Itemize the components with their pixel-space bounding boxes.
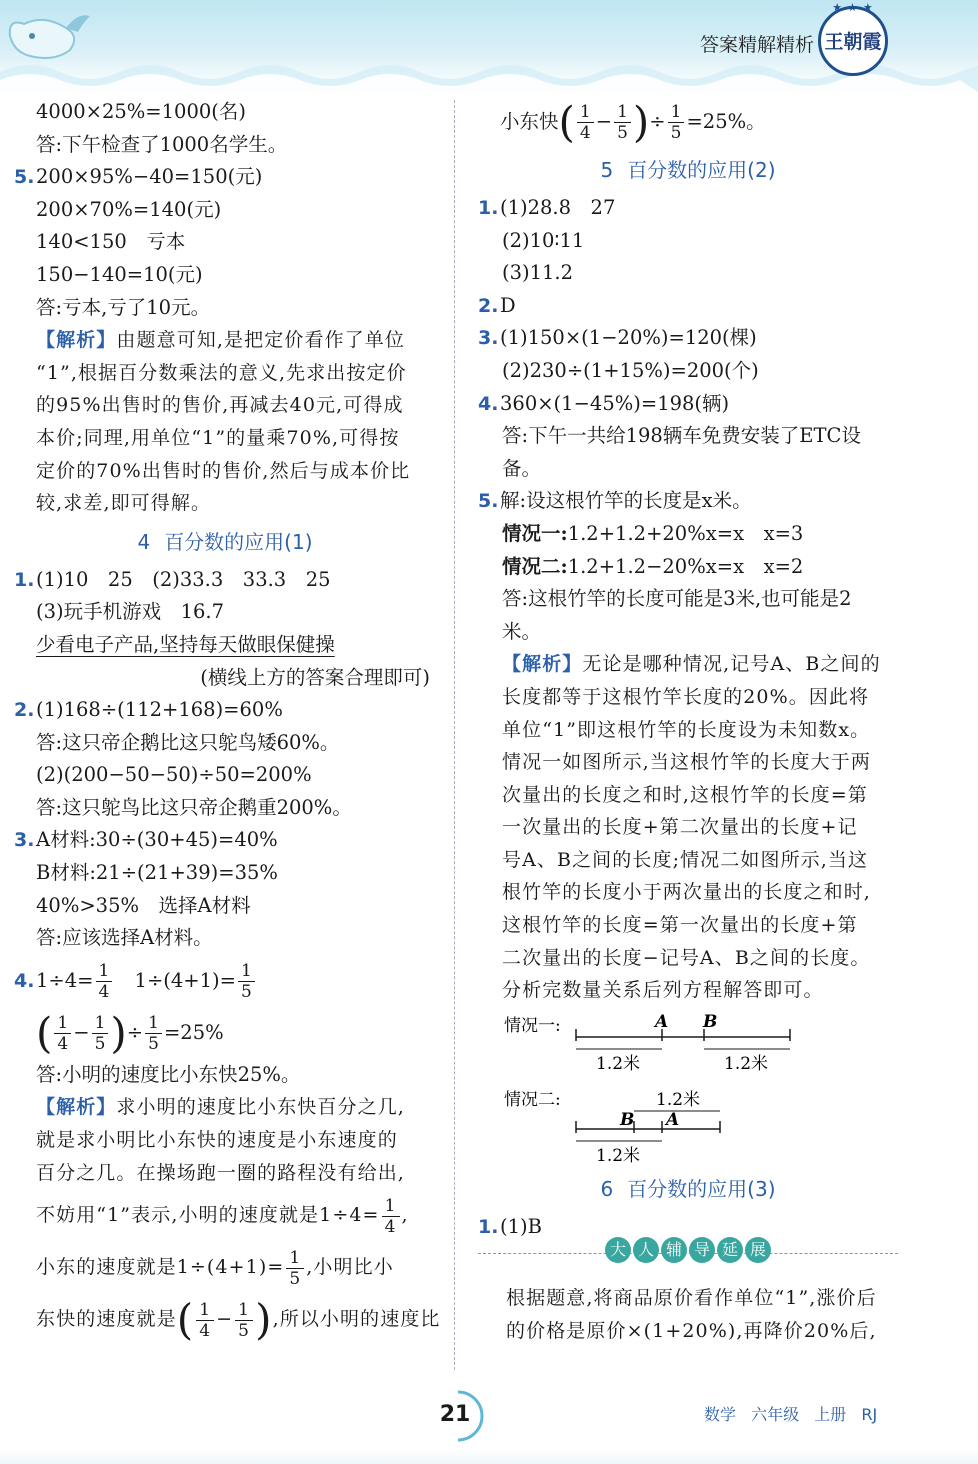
brand-logo	[818, 1, 888, 76]
question-5: 5.200×95%−40=150(元)	[14, 161, 436, 194]
edition: RJ	[861, 1405, 878, 1424]
case1-label-a: A	[655, 1011, 669, 1032]
banner-char: 人	[633, 1237, 659, 1263]
left-column	[14, 96, 441, 1345]
fraction: $\frac{1}{4}$	[96, 961, 113, 1002]
question-4: 4.1÷4= $\frac{1}{4}$ 1÷(4+1)= $\frac{1}{5}$	[14, 955, 436, 1007]
case2-len-top: 1.2米	[656, 1089, 701, 1110]
question-5: 5.解:设这根竹竿的长度是x米。	[478, 489, 752, 513]
fraction: $\frac{1}{4}$	[382, 1196, 400, 1237]
fraction: $\frac{1}{5}$	[238, 961, 255, 1002]
answer-line: (2)230÷(1+15%)=200(个)	[502, 358, 759, 382]
explanation-tag: 【解析】	[36, 329, 117, 352]
answer-line: 答:这只帝企鹅比这只鸵鸟矮60%。	[36, 730, 340, 754]
banner-char: 大	[605, 1237, 631, 1263]
fraction: $\frac{1}{4}$	[577, 102, 594, 143]
extension-banner	[478, 1240, 898, 1286]
header-title: 答案精解精析	[700, 34, 815, 56]
question-1: 1.(1)B	[478, 1214, 542, 1238]
answer-line: 答:下午检查了1000名学生。	[36, 132, 288, 156]
banner-char: 延	[717, 1237, 743, 1263]
case2-label-a: A	[666, 1109, 680, 1130]
answer-line: 答:亏本,亏了10元。	[36, 295, 211, 319]
answer-line: 150−140=10(元)	[36, 262, 203, 286]
case1-label-b: B	[703, 1011, 718, 1032]
answer-equation: 小东快( $\frac{1}{4}$ − $\frac{1}{5}$ )÷ $\frac{1}{5}$ =25%。	[500, 97, 766, 147]
question-3: 3.(1)150×(1−20%)=120(棵)	[478, 326, 757, 350]
explanation-block: 【解析】求小明的速度比小东快百分之几, 就是求小明比小东快的速度是小东速度的 百分之几。在操场跑一圈的路程没有给出, 不妨用“1”表示,小明的速度就是1÷4= $\frac{1}{4}$ , 小东的速度就是1÷(4+1)= $\frac{1}{5}$ ,小明比小 东快的速度就是( $\frac{1}{4}$ − $\frac{1}{5}$ ),所以小明的速度比	[36, 1096, 441, 1345]
answer-line: (2)(200−50−50)÷50=200%	[36, 763, 312, 787]
question-4: 4.360×(1−45%)=198(辆)	[478, 391, 730, 415]
question-1: 1.(1)10 25 (2)33.3 33.3 25	[14, 567, 331, 591]
answer-note: (横线上方的答案合理即可)	[200, 665, 430, 689]
fraction: $\frac{1}{4}$	[196, 1300, 214, 1341]
section-heading-4: 4 百分数的应用(1)	[137, 529, 313, 554]
logo-text: 王朝霞	[824, 31, 882, 53]
whale-icon	[4, 6, 94, 66]
case2-label-b: B	[620, 1109, 635, 1130]
fraction: $\frac{1}{5}$	[286, 1248, 304, 1289]
answer-line: 答:应该选择A材料。	[36, 926, 213, 950]
fraction: $\frac{1}{5}$	[145, 1013, 162, 1054]
diagram-svg	[478, 1007, 898, 1167]
case1-len-right: 1.2米	[724, 1053, 769, 1074]
answer-line: 少看电子产品,坚持每天做眼保健操	[36, 632, 335, 656]
fraction: $\frac{1}{5}$	[235, 1300, 253, 1341]
footer-bar	[0, 1450, 978, 1464]
answer-line: 答:小明的速度比小东快25%。	[36, 1062, 301, 1086]
right-column	[478, 96, 898, 1348]
book-info	[704, 1402, 877, 1425]
column-divider	[454, 100, 455, 1370]
case2-label: 情况二:	[504, 1089, 561, 1110]
logo-stars: ★ ★ ★	[832, 1, 874, 14]
answer-line: B材料:21÷(21+39)=35%	[36, 861, 278, 885]
explanation-block: 【解析】无论是哪种情况,记号A、B之间的 长度都等于这根竹竿长度的20%。因此将 单位“1”即这根竹竿的长度设为未知数x。 情况一如图所示,当这根竹竿的长度大于两 次量出的长度之和时,这根竹竿的长度=第 一次量出的长度+第二次量出的长度+记 号A、B之间的长度;情况二如图所示,当这 根竹竿的长度小于两次量出的长度之和时, 这根竹竿的长度=第一次量出的长度+第 二次量出的长度−记号A、B之间的长度。 分析完数量关系后列方程解答即可。	[502, 653, 881, 1002]
grade: 六年级	[751, 1405, 800, 1424]
question-number: 5.	[14, 166, 35, 189]
page-header	[0, 0, 978, 92]
question-3: 3.A材料:30÷(30+45)=40%	[14, 828, 278, 852]
case1-len-left: 1.2米	[596, 1053, 641, 1074]
fraction: $\frac{1}{5}$	[614, 102, 631, 143]
explanation-block: 【解析】由题意可知,是把定价看作了单位 “1”,根据百分数乘法的意义,先求出按定价 的95%出售时的售价,再减去40元,可得成 本价;同理,用单位“1”的量乘70%,可得按 定价的70%出售时的售价,然后与成本价比 较,求差,即可得解。	[36, 329, 411, 515]
banner-char: 辅	[661, 1237, 687, 1263]
answer-line: (3)玩手机游戏 16.7	[36, 600, 225, 624]
subject: 数学	[704, 1405, 737, 1424]
answer-line: 答:这只鸵鸟比这只帝企鹅重200%。	[36, 795, 352, 819]
fraction: $\frac{1}{4}$	[54, 1013, 71, 1054]
answer-line: 答:下午一共给198辆车免费安装了ETC设	[502, 424, 861, 448]
answer-line: 情况二:1.2+1.2−20%x=x x=2	[502, 554, 804, 578]
volume: 上册	[814, 1405, 847, 1424]
answer-line: 140<150 亏本	[36, 230, 186, 254]
answer-line: 40%>35% 选择A材料	[36, 893, 251, 917]
case1-label: 情况一:	[504, 1015, 561, 1036]
answer-line: 米。	[502, 619, 542, 643]
answer-equation: ( $\frac{1}{4}$ − $\frac{1}{5}$ )÷ $\frac{1}{5}$ =25%	[36, 1008, 224, 1058]
banner-char: 导	[689, 1237, 715, 1263]
answer-line: 200×70%=140(元)	[36, 197, 222, 221]
section-heading-5: 5 百分数的应用(2)	[600, 158, 776, 182]
answer-line: (2)10∶11	[502, 228, 585, 252]
question-1: 1.(1)28.8 27	[478, 196, 616, 219]
answer-line: 4000×25%=1000(名)	[36, 100, 246, 123]
fraction: $\frac{1}{5}$	[668, 102, 685, 143]
answer-line: 情况一:1.2+1.2+20%x=x x=3	[502, 521, 804, 545]
case2-len-bottom: 1.2米	[596, 1145, 641, 1166]
answer-line: 答:这根竹竿的长度可能是3米,也可能是2	[502, 587, 852, 611]
section-heading-6: 6 百分数的应用(3)	[600, 1176, 776, 1201]
question-2: 2.D	[478, 293, 516, 317]
banner-char: 展	[745, 1237, 771, 1263]
measurement-diagram	[478, 1007, 898, 1167]
extension-text: 根据题意,将商品原价看作单位“1”,涨价后 的价格是原价×(1+20%),再降价20%后,	[506, 1287, 877, 1343]
question-2: 2.(1)168÷(112+168)=60%	[14, 698, 283, 722]
answer-line: 备。	[502, 456, 542, 480]
fraction: $\frac{1}{5}$	[92, 1013, 109, 1054]
page-number: 21	[439, 1402, 471, 1427]
answer-line: (3)11.2	[502, 261, 574, 285]
